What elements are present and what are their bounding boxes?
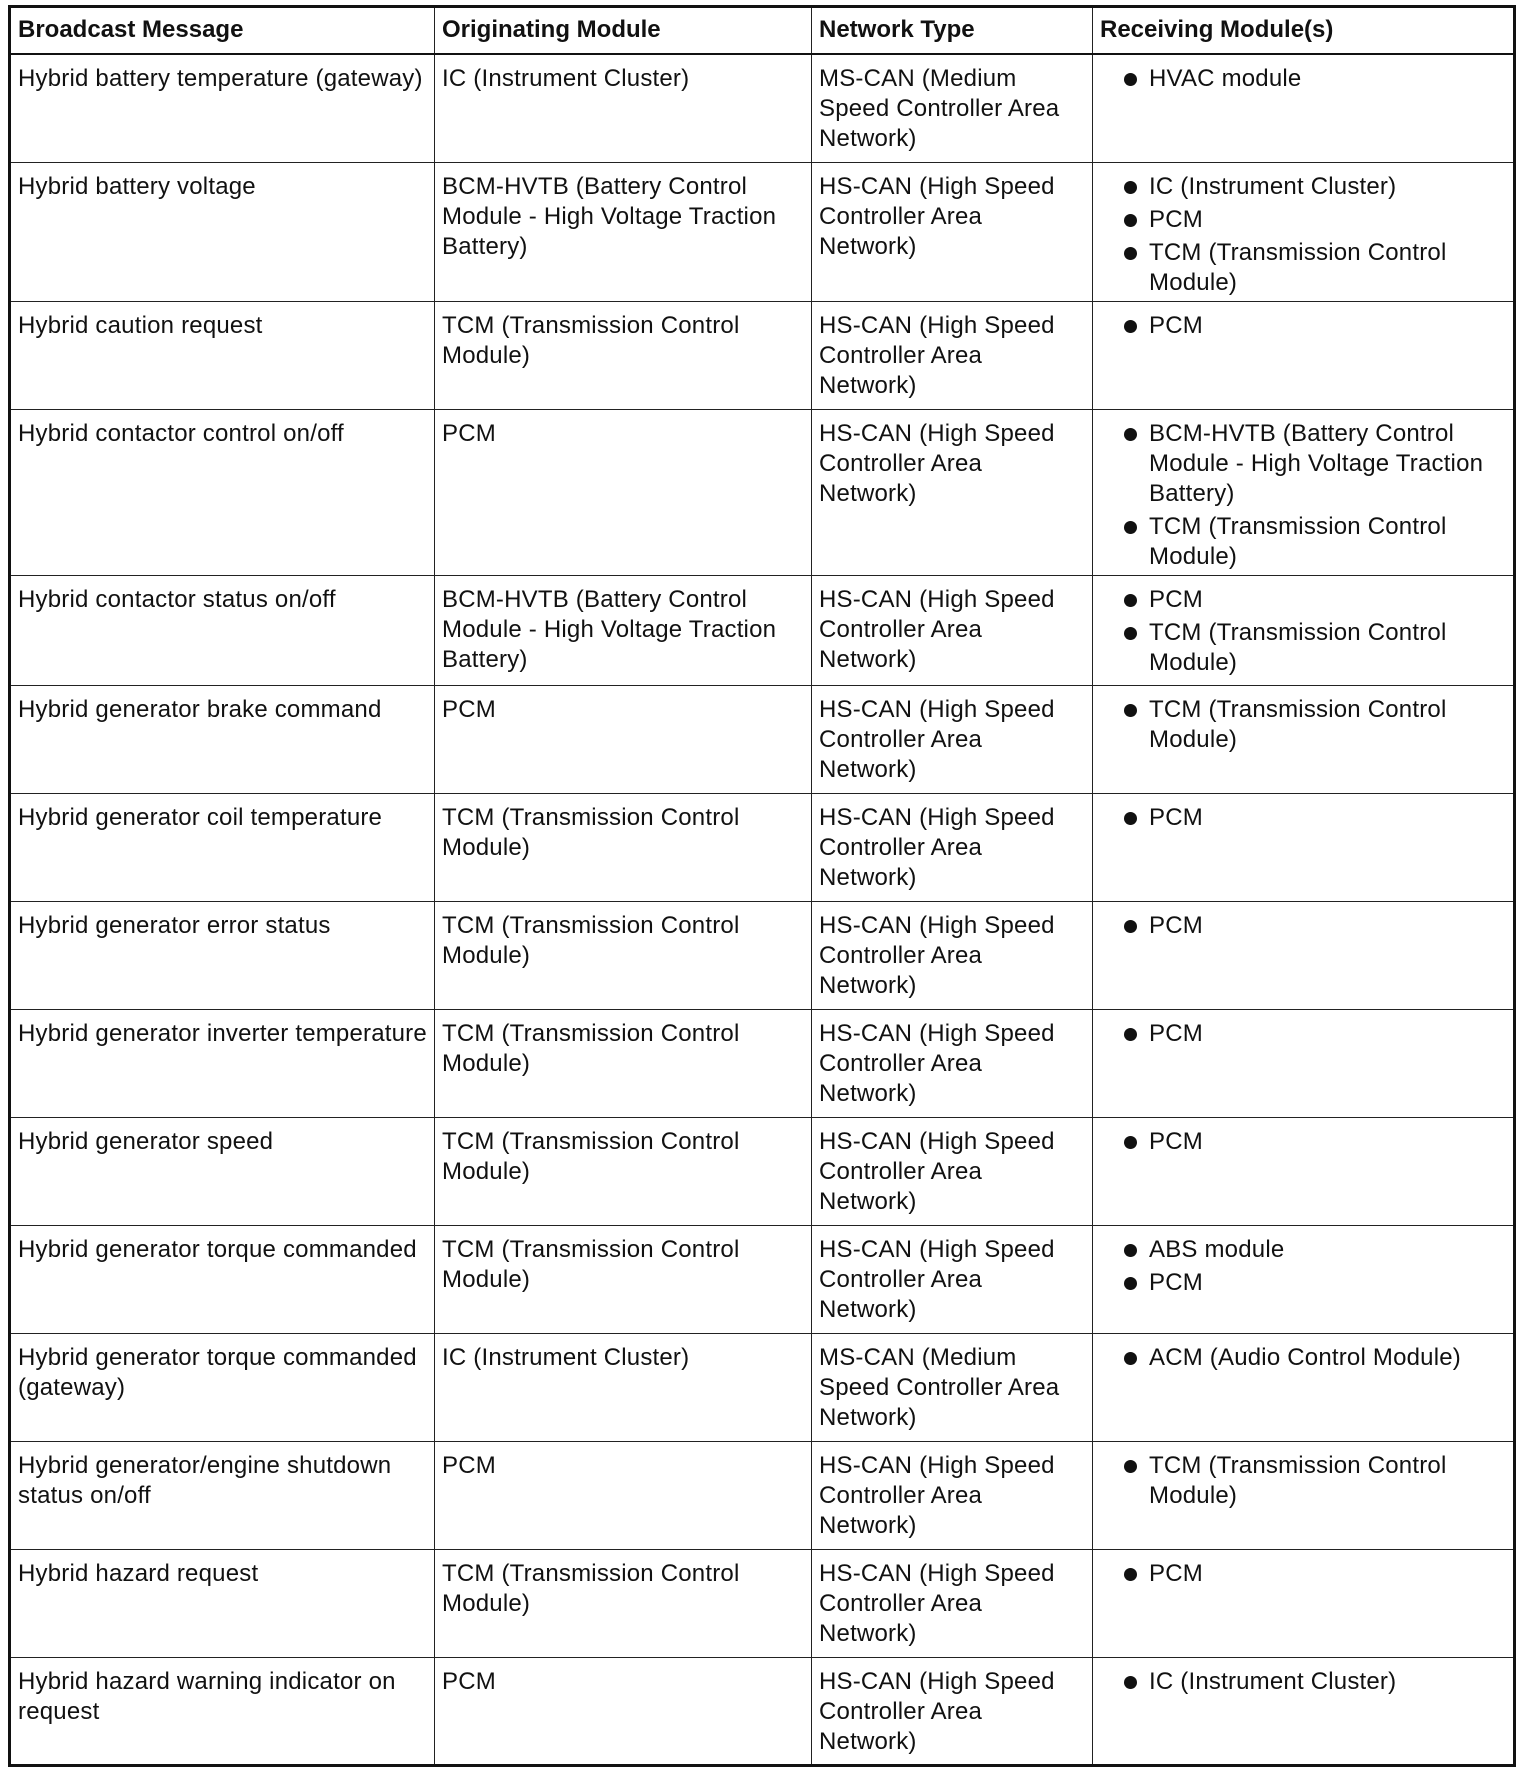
receiver-label: PCM	[1149, 803, 1203, 831]
receiver-list-item	[1100, 911, 1507, 941]
cell-network-type: HS-CAN (High Speed Controller Area Network)	[812, 1549, 1093, 1657]
cell-receiving-modules	[1093, 1009, 1515, 1117]
receiver-list-item	[1100, 1268, 1507, 1298]
receiver-list-item	[1100, 1559, 1507, 1589]
cell-broadcast-message: Hybrid battery temperature (gateway)	[10, 54, 435, 162]
receiver-label: TCM (Transmission Control Module)	[1149, 618, 1447, 676]
cell-network-type: HS-CAN (High Speed Controller Area Network)	[812, 409, 1093, 575]
table-row	[10, 1657, 1515, 1765]
receiver-list-item	[1100, 205, 1507, 235]
cell-receiving-modules	[1093, 409, 1515, 575]
bullet-icon	[1124, 812, 1137, 825]
cell-receiving-modules	[1093, 1441, 1515, 1549]
receiver-list	[1100, 1235, 1507, 1298]
receiver-list-item	[1100, 1235, 1507, 1265]
receiver-list-item	[1100, 64, 1507, 94]
table-row	[10, 901, 1515, 1009]
cell-broadcast-message: Hybrid hazard warning indicator on request	[10, 1657, 435, 1765]
bullet-icon	[1124, 428, 1137, 441]
table-row	[10, 1333, 1515, 1441]
table-row	[10, 162, 1515, 301]
header-originating-module: Originating Module	[435, 7, 812, 55]
cell-broadcast-message: Hybrid battery voltage	[10, 162, 435, 301]
cell-network-type: HS-CAN (High Speed Controller Area Network)	[812, 162, 1093, 301]
cell-originating-module: IC (Instrument Cluster)	[435, 54, 812, 162]
cell-originating-module: IC (Instrument Cluster)	[435, 1333, 812, 1441]
cell-originating-module: BCM-HVTB (Battery Control Module - High Voltage Traction Battery)	[435, 162, 812, 301]
receiver-list-item	[1100, 803, 1507, 833]
cell-receiving-modules	[1093, 301, 1515, 409]
cell-broadcast-message: Hybrid contactor status on/off	[10, 575, 435, 685]
cell-receiving-modules	[1093, 575, 1515, 685]
cell-network-type: HS-CAN (High Speed Controller Area Network)	[812, 301, 1093, 409]
cell-originating-module: BCM-HVTB (Battery Control Module - High Voltage Traction Battery)	[435, 575, 812, 685]
receiver-list	[1100, 311, 1507, 341]
bullet-icon	[1124, 181, 1137, 194]
bullet-icon	[1124, 1352, 1137, 1365]
cell-receiving-modules	[1093, 162, 1515, 301]
receiver-label: PCM	[1149, 205, 1203, 233]
cell-network-type: MS-CAN (Medium Speed Controller Area Network)	[812, 1333, 1093, 1441]
cell-originating-module: TCM (Transmission Control Module)	[435, 1117, 812, 1225]
receiver-label: TCM (Transmission Control Module)	[1149, 695, 1447, 753]
bullet-icon	[1124, 594, 1137, 607]
receiver-label: PCM	[1149, 1268, 1203, 1296]
cell-broadcast-message: Hybrid generator speed	[10, 1117, 435, 1225]
receiver-label: BCM-HVTB (Battery Control Module - High Voltage Traction Battery)	[1149, 419, 1484, 507]
receiver-label: PCM	[1149, 585, 1203, 613]
cell-originating-module: PCM	[435, 685, 812, 793]
cell-network-type: HS-CAN (High Speed Controller Area Network)	[812, 793, 1093, 901]
bullet-icon	[1124, 1277, 1137, 1290]
receiver-list-item	[1100, 618, 1507, 678]
receiver-label: HVAC module	[1149, 65, 1302, 92]
receiver-list	[1100, 585, 1507, 678]
bullet-icon	[1124, 247, 1137, 260]
cell-network-type: HS-CAN (High Speed Controller Area Network)	[812, 1441, 1093, 1549]
cell-broadcast-message: Hybrid generator torque commanded (gateway)	[10, 1333, 435, 1441]
cell-receiving-modules	[1093, 1657, 1515, 1765]
cell-originating-module: PCM	[435, 1657, 812, 1765]
bullet-icon	[1124, 1244, 1137, 1257]
cell-originating-module: TCM (Transmission Control Module)	[435, 1009, 812, 1117]
receiver-list	[1100, 695, 1507, 755]
cell-network-type: HS-CAN (High Speed Controller Area Network)	[812, 685, 1093, 793]
cell-receiving-modules	[1093, 685, 1515, 793]
receiver-label: IC (Instrument Cluster)	[1149, 1667, 1397, 1695]
cell-broadcast-message: Hybrid generator coil temperature	[10, 793, 435, 901]
cell-broadcast-message: Hybrid contactor control on/off	[10, 409, 435, 575]
receiver-list-item	[1100, 1667, 1507, 1697]
broadcast-message-table-container	[8, 5, 1513, 1767]
receiver-list	[1100, 1127, 1507, 1157]
table-header-row	[10, 7, 1515, 55]
receiver-list-item	[1100, 172, 1507, 202]
cell-receiving-modules	[1093, 1117, 1515, 1225]
receiver-label: PCM	[1149, 1559, 1203, 1587]
receiver-label: PCM	[1149, 1019, 1203, 1047]
table-row	[10, 409, 1515, 575]
bullet-icon	[1124, 1460, 1137, 1473]
broadcast-message-table	[8, 5, 1516, 1767]
receiver-list	[1100, 1559, 1507, 1589]
header-receiving-modules: Receiving Module(s)	[1093, 7, 1515, 55]
cell-receiving-modules	[1093, 1549, 1515, 1657]
cell-network-type: HS-CAN (High Speed Controller Area Network)	[812, 1117, 1093, 1225]
receiver-label: PCM	[1149, 911, 1203, 939]
cell-receiving-modules	[1093, 1333, 1515, 1441]
receiver-label: TCM (Transmission Control Module)	[1149, 1451, 1447, 1509]
cell-broadcast-message: Hybrid generator error status	[10, 901, 435, 1009]
cell-broadcast-message: Hybrid generator brake command	[10, 685, 435, 793]
cell-network-type: HS-CAN (High Speed Controller Area Network)	[812, 1009, 1093, 1117]
bullet-icon	[1124, 320, 1137, 333]
cell-receiving-modules	[1093, 54, 1515, 162]
bullet-icon	[1124, 704, 1137, 717]
receiver-list	[1100, 64, 1507, 94]
receiver-list	[1100, 419, 1507, 572]
receiver-list-item	[1100, 311, 1507, 341]
header-broadcast-message: Broadcast Message	[10, 7, 435, 55]
receiver-label: TCM (Transmission Control Module)	[1149, 512, 1447, 570]
receiver-list-item	[1100, 1343, 1507, 1373]
table-row	[10, 1009, 1515, 1117]
cell-originating-module: PCM	[435, 409, 812, 575]
receiver-list	[1100, 1667, 1507, 1697]
cell-network-type: MS-CAN (Medium Speed Controller Area Network)	[812, 54, 1093, 162]
receiver-label: ACM (Audio Control Module)	[1149, 1343, 1461, 1371]
bullet-icon	[1124, 1136, 1137, 1149]
receiver-list	[1100, 1343, 1507, 1373]
table-row	[10, 1117, 1515, 1225]
cell-originating-module: TCM (Transmission Control Module)	[435, 301, 812, 409]
cell-receiving-modules	[1093, 901, 1515, 1009]
table-row	[10, 1441, 1515, 1549]
cell-broadcast-message: Hybrid generator inverter temperature	[10, 1009, 435, 1117]
cell-originating-module: PCM	[435, 1441, 812, 1549]
receiver-list	[1100, 1019, 1507, 1049]
receiver-list-item	[1100, 1451, 1507, 1511]
bullet-icon	[1124, 920, 1137, 933]
table-row	[10, 301, 1515, 409]
receiver-list-item	[1100, 238, 1507, 298]
table-row	[10, 793, 1515, 901]
receiver-label: IC (Instrument Cluster)	[1149, 172, 1397, 200]
receiver-label: TCM (Transmission Control Module)	[1149, 238, 1447, 296]
cell-receiving-modules	[1093, 793, 1515, 901]
bullet-icon	[1124, 521, 1137, 534]
receiver-label: PCM	[1149, 1127, 1203, 1155]
receiver-list-item	[1100, 419, 1507, 509]
receiver-list	[1100, 911, 1507, 941]
receiver-list-item	[1100, 512, 1507, 572]
table-row	[10, 1225, 1515, 1333]
table-row	[10, 54, 1515, 162]
cell-broadcast-message: Hybrid generator/engine shutdown status on/off	[10, 1441, 435, 1549]
cell-network-type: HS-CAN (High Speed Controller Area Network)	[812, 1225, 1093, 1333]
receiver-list-item	[1100, 695, 1507, 755]
receiver-list-item	[1100, 1019, 1507, 1049]
table-row	[10, 575, 1515, 685]
header-network-type: Network Type	[812, 7, 1093, 55]
bullet-icon	[1124, 73, 1137, 86]
bullet-icon	[1124, 1028, 1137, 1041]
cell-broadcast-message: Hybrid hazard request	[10, 1549, 435, 1657]
table-body	[10, 54, 1515, 1765]
bullet-icon	[1124, 1568, 1137, 1581]
receiver-label: ABS module	[1149, 1235, 1285, 1263]
receiver-list	[1100, 803, 1507, 833]
bullet-icon	[1124, 1676, 1137, 1689]
bullet-icon	[1124, 627, 1137, 640]
receiver-label: PCM	[1149, 311, 1203, 339]
cell-originating-module: TCM (Transmission Control Module)	[435, 901, 812, 1009]
cell-originating-module: TCM (Transmission Control Module)	[435, 1225, 812, 1333]
receiver-list	[1100, 1451, 1507, 1511]
cell-network-type: HS-CAN (High Speed Controller Area Network)	[812, 575, 1093, 685]
table-row	[10, 1549, 1515, 1657]
receiver-list	[1100, 172, 1507, 298]
cell-network-type: HS-CAN (High Speed Controller Area Network)	[812, 901, 1093, 1009]
cell-network-type: HS-CAN (High Speed Controller Area Network)	[812, 1657, 1093, 1765]
cell-broadcast-message: Hybrid caution request	[10, 301, 435, 409]
receiver-list-item	[1100, 585, 1507, 615]
table-row	[10, 685, 1515, 793]
cell-originating-module: TCM (Transmission Control Module)	[435, 1549, 812, 1657]
receiver-list-item	[1100, 1127, 1507, 1157]
bullet-icon	[1124, 214, 1137, 227]
cell-originating-module: TCM (Transmission Control Module)	[435, 793, 812, 901]
cell-broadcast-message: Hybrid generator torque commanded	[10, 1225, 435, 1333]
cell-receiving-modules	[1093, 1225, 1515, 1333]
